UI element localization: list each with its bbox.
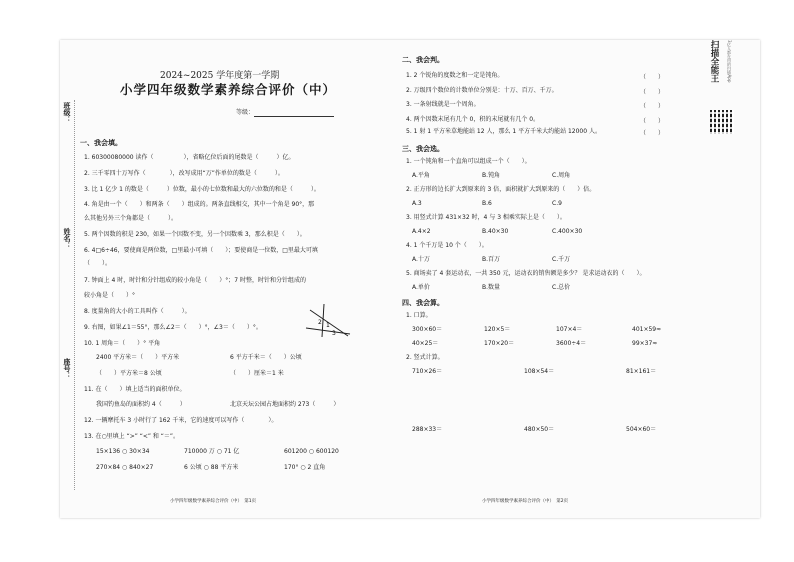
brand-logo: 扫描全能王 (709, 40, 719, 83)
page-footer: 小学四年级数学素养综合评价（中） 第2页 (482, 499, 569, 504)
question-4-line2: 么其他另外三个角都是（ ）。 (84, 215, 178, 222)
compare-item: 710000 万 ○ 71 亿 (184, 448, 240, 455)
choice-3: 3. 用竖式计算 431×32 时，4 与 3 相乘实际上是（ ）。 (406, 214, 566, 221)
column-calc-item[interactable]: 710×26＝ (412, 368, 443, 375)
class-label: 班级： (63, 102, 71, 123)
compare-item: 270×84 ○ 840×27 (96, 464, 154, 471)
seat-label: 座号： (63, 358, 71, 379)
choice-option[interactable]: C.400×30 (552, 228, 583, 235)
oral-calc-item[interactable]: 99×37≈ (632, 340, 658, 347)
choice-option[interactable]: C.总价 (552, 284, 571, 291)
angle-label-1: 1 (326, 322, 330, 329)
choice-option[interactable]: C.周角 (552, 172, 571, 179)
column-calc-item[interactable]: 81×161＝ (626, 368, 657, 375)
judge-2: 2. 万级四个数位的计数单位分别是：十万、百万、千万。 (406, 87, 558, 94)
angle-diagram (304, 298, 352, 338)
oral-calc-item[interactable]: 3600÷4＝ (556, 340, 587, 347)
choice-option[interactable]: B.钝角 (482, 172, 501, 179)
diagram-line-vertical (322, 304, 324, 337)
brand-subtitle: 3亿人都在用的扫描App (727, 40, 732, 83)
name-label: 姓名： (63, 228, 71, 249)
choice-option[interactable]: A.单价 (412, 284, 430, 291)
section-judge: 二、我会判。 (402, 56, 444, 64)
choice-option[interactable]: C.千万 (552, 256, 571, 263)
column-calc-item[interactable]: 108×54＝ (524, 368, 555, 375)
question-11: 11. 在（ ）填上适当的面积单位。 (84, 386, 186, 393)
judge-answer-4[interactable]: （ ） (640, 118, 665, 125)
oral-calc-title: 1. 口算。 (406, 312, 432, 319)
oral-calc-item[interactable]: 107×4＝ (556, 326, 583, 333)
question-10-item-4: （ ）厘米＝1 米 (230, 370, 284, 377)
compare-item: 170° ○ 2 直角 (284, 464, 326, 471)
choice-4: 4. 1 个千万是 10 个（ ）。 (406, 242, 488, 249)
choice-option[interactable]: A.3 (412, 200, 422, 207)
choice-option[interactable]: B.数量 (482, 284, 501, 291)
oral-calc-item[interactable]: 401×59≈ (632, 326, 662, 333)
judge-1: 1. 2 个锐角的度数之和一定是钝角。 (406, 72, 504, 79)
column-calc-item[interactable]: 288×33＝ (412, 426, 443, 433)
angle-label-2: 2 (318, 319, 322, 326)
exam-paper (60, 40, 760, 518)
question-3: 3. 比 1 亿少 1 的数是（ ）位数，最小的七位数和最大的六位数的和是（ ）。 (84, 186, 320, 193)
grade-field[interactable] (236, 109, 334, 117)
choice-option[interactable]: A.平角 (412, 172, 430, 179)
question-10-item-3: （ ）平方米＝8 公顷 (96, 370, 162, 377)
judge-5: 5. 1 射 1 平方米草地能站 12 人，那么 1 平方千米大约能站 12000 人。 (406, 128, 601, 135)
choice-2: 2. 正方形的边长扩大到原来的 3 倍，面积就扩大到原来的（ ）倍。 (406, 186, 596, 193)
angle-label-3: 3 (332, 330, 336, 337)
compare-item: 15×136 ○ 30×34 (96, 448, 150, 455)
choice-option[interactable]: C.9 (552, 200, 562, 207)
grade-blank[interactable] (254, 110, 334, 117)
column-calc-item[interactable]: 480×50＝ (524, 426, 555, 433)
compare-item: 6 公顷 ○ 88 平方米 (184, 464, 239, 471)
oral-calc-item[interactable]: 170×20＝ (484, 340, 515, 347)
page-title: 小学四年级数学素养综合评价（中） (120, 82, 337, 97)
page-footer: 小学四年级数学素养综合评价（中） 第1页 (170, 499, 257, 504)
choice-option[interactable]: B.40×30 (482, 228, 509, 235)
qr-code-overlay (710, 110, 734, 134)
question-6-line1: 6. 4□6÷46，要使商是两位数，□里最小可填（ ）；要使商是一位数，□里最大可填 (84, 247, 318, 254)
question-8: 8. 度量角的大小的工具叫作（ ）。 (84, 308, 191, 315)
judge-answer-2[interactable]: （ ） (640, 89, 665, 96)
question-11-item-2: 北京天坛公园占地面积约 273（ ） (230, 401, 340, 408)
section-calculate: 四、我会算。 (402, 299, 444, 307)
question-5: 5. 两个因数的积是 230，如果一个因数不变，另一个因数乘 3，那么积是（ ）。 (84, 231, 306, 238)
section-fill: 一、我会填。 (80, 139, 122, 147)
column-calc-title: 2. 竖式计算。 (406, 354, 444, 361)
judge-answer-5[interactable]: （ ） (640, 130, 665, 137)
question-10-item-2: 6 平方千米＝（ ）公顷 (230, 354, 302, 361)
page-1 (60, 40, 400, 518)
judge-answer-3[interactable]: （ ） (640, 103, 665, 110)
question-7-line1: 7. 钟面上 4 时，时针和分针组成的较小角是（ ）°；7 时整，时针和分针组成的 (84, 277, 306, 284)
judge-3: 3. 一条射线就是一个周角。 (406, 101, 480, 108)
choice-1: 1. 一个钝角和一个直角可以组成一个（ ）。 (406, 158, 531, 165)
compare-item: 601200 ○ 600120 (284, 448, 339, 455)
judge-4: 4. 两个因数末尾有几个 0，积的末尾就有几个 0。 (406, 116, 540, 123)
question-7-line2: 较小角是（ ）° (84, 292, 136, 299)
grade-label: 等级： (236, 109, 255, 116)
oral-calc-item[interactable]: 300×60＝ (412, 326, 443, 333)
choice-option[interactable]: A.4×2 (412, 228, 431, 235)
choice-option[interactable]: B.6 (482, 200, 492, 207)
question-10: 10. 1 周角＝（ ）° 平角 (84, 340, 161, 347)
choice-5: 5. 商场卖了 4 套运动衣，一共 350 元，运动衣的销售额是多少？ 是求运动衣的（ ）。 (406, 270, 646, 277)
question-9: 9. 右图，如果∠1＝55°，那么∠2＝（ ）°，∠3＝（ ）°。 (84, 324, 262, 331)
column-calc-item[interactable]: 504×60＝ (626, 426, 657, 433)
oral-calc-item[interactable]: 40×25＝ (412, 340, 439, 347)
judge-answer-1[interactable]: （ ） (640, 74, 665, 81)
question-11-item-1: 我国钓鱼岛的面积约 4（ ） (96, 401, 186, 408)
section-choose: 三、我会选。 (402, 145, 444, 153)
choice-option[interactable]: A.十万 (412, 256, 430, 263)
question-1: 1. 60300080000 读作（ ），省略亿位后面的尾数是（ ）亿。 (84, 154, 295, 161)
question-2: 2. 三千零四十万写作（ ），改写成用“万”作单位的数是（ ）。 (84, 170, 284, 177)
oral-calc-item[interactable]: 120×5＝ (484, 326, 511, 333)
page-2 (400, 40, 760, 518)
question-4-line1: 4. 角是由一个（ ）和两条（ ）组成的。两条直线相交，其中一个角是 90°，那 (84, 201, 315, 208)
question-13: 13. 在○里填上 “>” “<” 和 “＝”。 (84, 433, 180, 440)
question-10-item-1: 2400 平方米＝（ ）平方米 (96, 354, 180, 361)
choice-option[interactable]: B.百万 (482, 256, 501, 263)
binding-line (74, 100, 75, 490)
question-6-line2: （ ）。 (84, 260, 112, 267)
question-12: 12. 一辆摩托车 3 小时行了 162 千米，它的速度可以写作（ ）。 (84, 417, 278, 424)
term-title: 2024~2025 学年度第一学期 (160, 71, 280, 81)
